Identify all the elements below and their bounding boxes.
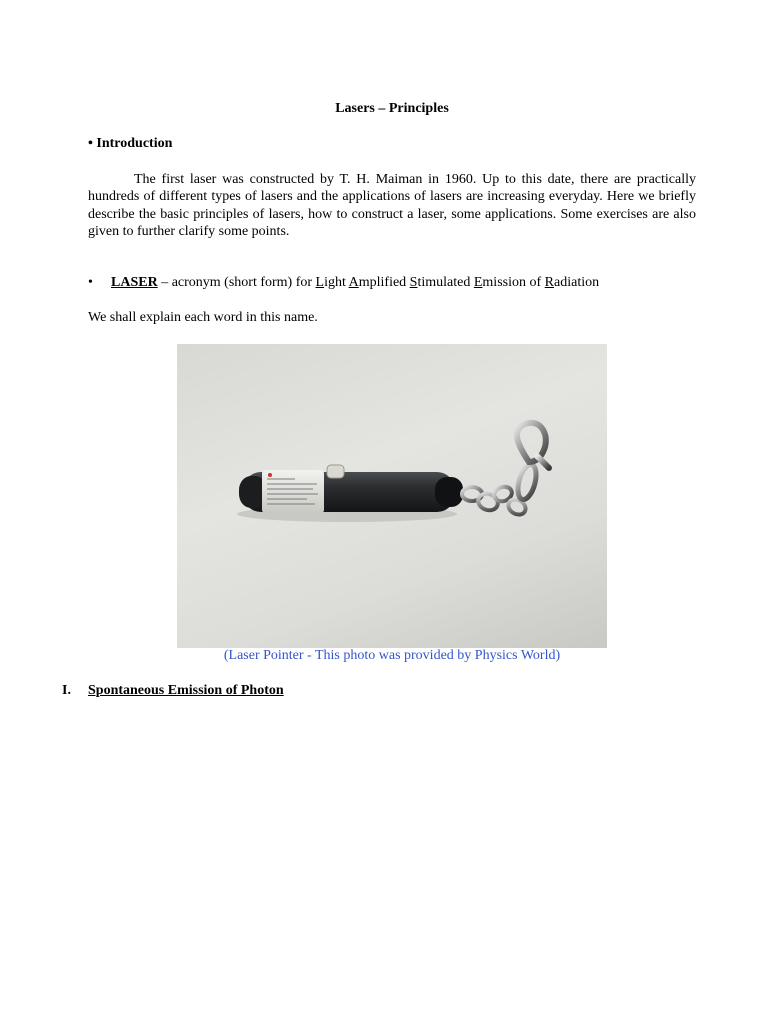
word-light-rest: ight <box>324 275 349 290</box>
word-emission-rest: mission of <box>482 275 545 290</box>
pointer-button <box>327 465 344 478</box>
photo-caption: (Laser Pointer - This photo was provided by Physics World) <box>223 648 561 663</box>
section-heading <box>62 683 284 699</box>
label-logo-mark <box>268 473 272 477</box>
keychain-clasp <box>517 423 549 468</box>
intro-heading: • Introduction <box>88 136 173 151</box>
word-radiation-rest: adiation <box>554 275 600 290</box>
laser-definition-prefix: – acronym (short form) for <box>157 275 316 290</box>
laser-acronym: LASER <box>111 275 158 290</box>
laser-pointer-photo <box>177 344 607 648</box>
explain-text: We shall explain each word in this name. <box>88 310 318 325</box>
word-stimulated-rest: timulated <box>417 275 474 290</box>
word-stimulated-initial: S <box>409 275 418 290</box>
pointer-end-cap <box>435 477 463 507</box>
word-amplified-rest: mplified <box>358 275 410 290</box>
intro-paragraph-text: The first laser was constructed by T. H. Maiman in 1960. Up to this date, there are practically hundreds of different types of lasers and the applications of lasers are increasing everyday. Here we briefly describe the basic principles of lasers, how to construct a laser, some applications. Some exercises are also given to further clarify some points. <box>88 172 696 239</box>
word-emission-initial: E <box>473 275 483 290</box>
word-light-initial: L <box>315 275 325 290</box>
section-title: Spontaneous Emission of Photon <box>88 683 284 698</box>
word-amplified-initial: A <box>348 275 359 290</box>
section-number: I. <box>62 683 71 698</box>
word-radiation-initial: R <box>544 275 554 290</box>
laser-acronym-line <box>88 275 599 291</box>
laser-pointer-illustration <box>177 344 607 648</box>
bullet-dot: • <box>88 275 93 290</box>
intro-paragraph <box>88 171 696 240</box>
keychain-swivel <box>515 463 540 502</box>
document-title: Lasers – Principles <box>335 101 449 116</box>
